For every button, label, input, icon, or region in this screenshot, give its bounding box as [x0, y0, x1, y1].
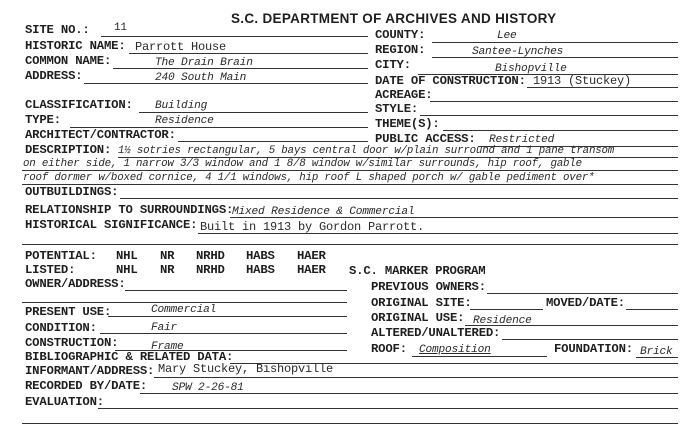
- acreage-label: ACREAGE:: [375, 88, 433, 102]
- address-label: ADDRESS:: [25, 69, 83, 83]
- roof-value: Composition: [419, 344, 491, 356]
- common-name-value: The Drain Brain: [155, 57, 253, 69]
- description-line-2: on either side, 1 narrow 3/3 window and 1 8/8 window w/similar surrounds, hip roof, gable: [23, 158, 582, 170]
- potential-nr: NR: [160, 249, 175, 263]
- significance-value: Built in 1913 by Gordon Parrott.: [200, 220, 425, 234]
- biblio-label: BIBLIOGRAPHIC & RELATED DATA:: [25, 350, 234, 364]
- owner-line-2: [22, 302, 347, 303]
- date-label: DATE OF CONSTRUCTION:: [375, 74, 526, 88]
- county-value: Lee: [497, 30, 517, 42]
- condition-value: Fair: [151, 322, 178, 334]
- foundation-value: Brick: [640, 346, 673, 358]
- themes-label: THEME(S):: [375, 117, 440, 131]
- public-access-value: Restricted: [489, 134, 555, 146]
- significance-line: [198, 233, 678, 234]
- type-value: Residence: [155, 115, 214, 127]
- altered-line: [502, 339, 678, 340]
- potential-habs: HABS: [246, 249, 275, 263]
- relationship-label: RELATIONSHIP TO SURROUNDINGS:: [25, 203, 234, 217]
- condition-line: [100, 333, 347, 334]
- acreage-line: [430, 101, 678, 102]
- description-line-3: roof dormer w/boxed cornice, 4 1/1 windows, hip roof L shaped porch w/ gable pediment over*: [23, 172, 595, 184]
- construction-value: Frame: [151, 341, 184, 353]
- listed-nhl: NHL: [116, 263, 138, 277]
- architect-line: [178, 141, 368, 142]
- original-use-label: ORIGINAL USE:: [371, 311, 465, 325]
- date-value: 1913 (Stuckey): [533, 74, 632, 88]
- potential-nhl: NHL: [116, 249, 138, 263]
- relationship-value: Mixed Residence & Commercial: [232, 206, 415, 218]
- description-label: DESCRIPTION:: [25, 143, 112, 157]
- listed-label: LISTED:: [25, 263, 76, 277]
- previous-owners-label: PREVIOUS OWNERS:: [371, 280, 486, 294]
- present-use-value: Commercial: [151, 304, 217, 316]
- description-rule-2: [22, 170, 678, 171]
- county-line: [432, 42, 678, 43]
- region-value: Santee-Lynches: [472, 46, 564, 58]
- historic-name-label: HISTORIC NAME:: [25, 39, 126, 53]
- form-title: S.C. DEPARTMENT OF ARCHIVES AND HISTORY: [231, 11, 557, 26]
- roof-line: [412, 356, 547, 357]
- public-access-label: PUBLIC ACCESS:: [375, 132, 476, 146]
- site-no-value: 11: [114, 22, 127, 34]
- themes-line: [443, 130, 678, 131]
- original-use-value: Residence: [473, 315, 532, 327]
- outbuildings-line: [120, 198, 678, 199]
- common-name-line: [113, 68, 368, 69]
- address-value: 240 South Main: [155, 72, 247, 84]
- site-no-line: [101, 36, 368, 37]
- moved-date-line: [626, 309, 678, 310]
- significance-line-2: [22, 244, 678, 245]
- city-label: CITY:: [375, 58, 411, 72]
- listed-habs: HABS: [246, 263, 275, 277]
- style-line: [420, 115, 678, 116]
- city-value: Bishopville: [495, 63, 567, 75]
- foundation-line: [636, 357, 678, 358]
- previous-owners-line: [487, 293, 678, 294]
- recorded-line: [140, 393, 678, 394]
- recorded-value: SPW 2-26-81: [172, 382, 244, 394]
- informant-label: INFORMANT/ADDRESS:: [25, 364, 155, 378]
- classification-line: [139, 112, 368, 113]
- historic-name-value: Parrott House: [135, 40, 227, 54]
- date-line: [527, 87, 678, 88]
- style-label: STYLE:: [375, 102, 419, 116]
- description-line-1: 1½ sotries rectangular, 5 bays central door w/plain surround and 1 pane transom: [118, 145, 615, 157]
- original-site-line: [470, 309, 543, 310]
- evaluation-line: [98, 408, 678, 409]
- evaluation-line-2: [22, 423, 678, 424]
- significance-label: HISTORICAL SIGNIFICANCE:: [25, 218, 198, 232]
- roof-label: ROOF:: [371, 342, 407, 356]
- owner-line: [125, 290, 347, 291]
- region-line: [432, 57, 678, 58]
- address-line: [84, 83, 368, 84]
- owner-label: OWNER/ADDRESS:: [25, 277, 126, 291]
- evaluation-label: EVALUATION:: [25, 395, 104, 409]
- county-label: COUNTY:: [375, 28, 426, 42]
- historic-name-line: [129, 53, 368, 54]
- description-rule-3: [22, 184, 678, 185]
- potential-label: POTENTIAL:: [25, 249, 97, 263]
- foundation-label: FOUNDATION:: [554, 342, 633, 356]
- site-no-label: SITE NO.:: [25, 23, 90, 37]
- relationship-line: [230, 217, 678, 218]
- classification-value: Building: [155, 100, 208, 112]
- potential-nrhd: NRHD: [196, 249, 225, 263]
- original-site-label: ORIGINAL SITE:: [371, 296, 472, 310]
- region-label: REGION:: [375, 43, 426, 57]
- marker-program: S.C. MARKER PROGRAM: [349, 264, 486, 278]
- recorded-label: RECORDED BY/DATE:: [25, 379, 148, 393]
- informant-value: Mary Stuckey, Bishopville: [158, 362, 334, 376]
- classification-label: CLASSIFICATION:: [25, 98, 133, 112]
- present-use-label: PRESENT USE:: [25, 305, 112, 319]
- potential-haer: HAER: [297, 249, 326, 263]
- architect-label: ARCHITECT/CONTRACTOR:: [25, 128, 176, 142]
- listed-haer: HAER: [297, 263, 326, 277]
- listed-nr: NR: [160, 263, 175, 277]
- moved-date-label: MOVED/DATE:: [546, 296, 625, 310]
- informant-line: [154, 377, 678, 378]
- altered-label: ALTERED/UNALTERED:: [371, 326, 501, 340]
- construction-label: CONSTRUCTION:: [25, 336, 119, 350]
- type-label: TYPE:: [25, 113, 61, 127]
- outbuildings-label: OUTBUILDINGS:: [25, 185, 119, 199]
- condition-label: CONDITION:: [25, 321, 97, 335]
- listed-nrhd: NRHD: [196, 263, 225, 277]
- present-use-line: [108, 316, 347, 317]
- common-name-label: COMMON NAME:: [25, 54, 112, 68]
